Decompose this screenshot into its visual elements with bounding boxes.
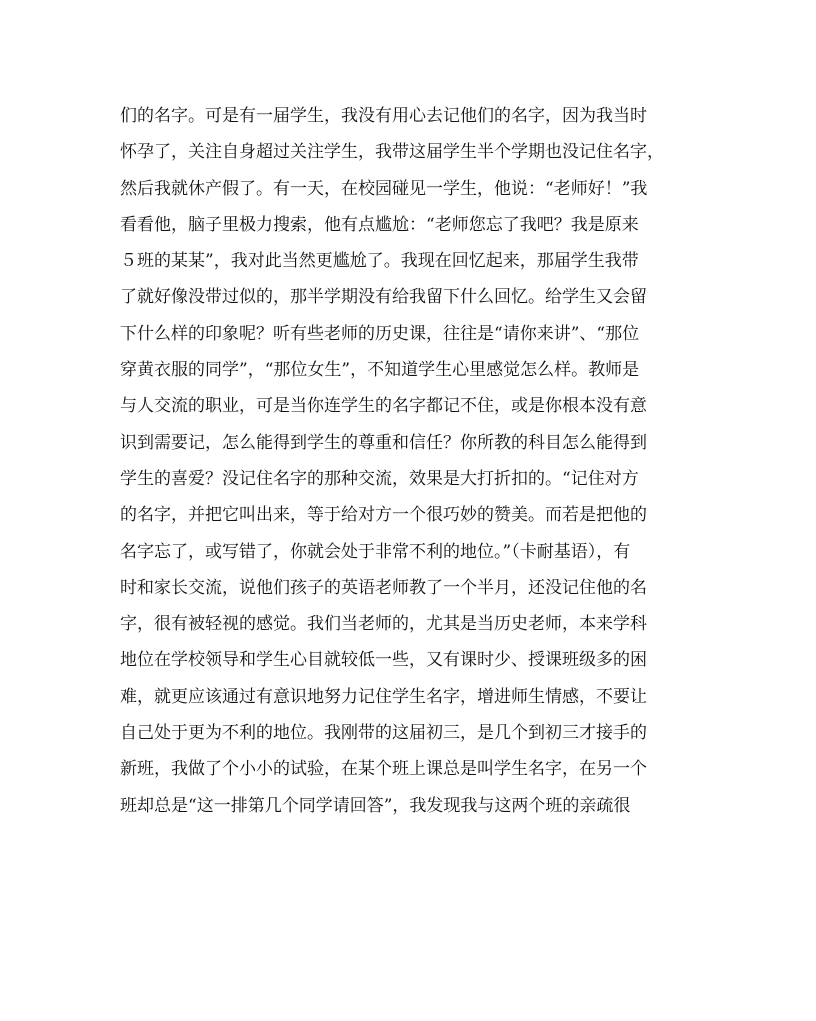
text-line: 时和家长交流，说他们孩子的英语老师教了一个半月，还没记住他的名 [120, 577, 647, 598]
text-line: 然后我就休产假了。有一天，在校园碰见一学生，他说：“老师好！”我 [120, 178, 648, 199]
text-line: 新班，我做了个小小的试验，在某个班上课总是叫学生名字，在另一个 [120, 759, 647, 780]
body-text [120, 98, 700, 824]
text-line: 怀孕了，关注自身超过关注学生，我带这届学生半个学期也没记住名字， [120, 142, 664, 163]
text-line: 名字忘了，或写错了，你就会处于非常不利的地位。”（卡耐基语），有 [120, 541, 631, 562]
text-line: 地位在学校领导和学生心目就较低一些，又有课时少、授课班级多的困 [120, 650, 647, 671]
text-line: 与人交流的职业，可是当你连学生的名字都记不住，或是你根本没有意 [120, 396, 647, 417]
text-line: 自己处于更为不利的地位。我刚带的这届初三，是几个到初三才接手的 [120, 723, 647, 744]
text-line: 的名字，并把它叫出来，等于给对方一个很巧妙的赞美。而若是把他的 [120, 505, 647, 526]
text-line: 班却总是“这一排第几个同学请回答”，我发现我与这两个班的亲疏很 [120, 795, 631, 816]
text-line: 看看他，脑子里极力搜索，他有点尴尬：“老师您忘了我吧？我是原来 [120, 214, 639, 235]
text-line: 们的名字。可是有一届学生，我没有用心去记他们的名字，因为我当时 [120, 106, 647, 126]
text-line: 难，就更应该通过有意识地努力记住学生名字，增进师生情感，不要让 [120, 686, 647, 707]
text-line: 了就好像没带过似的，那半学期没有给我留下什么回忆。给学生又会留 [120, 287, 647, 308]
text-line: 字，很有被轻视的感觉。我们当老师的，尤其是当历史老师，本来学科 [120, 614, 647, 635]
text-line: 下什么样的印象呢？听有些老师的历史课，往往是“请你来讲”、“那位 [120, 323, 640, 344]
text-line: 穿黄衣服的同学”，“那位女生”，不知道学生心里感觉怎么样。教师是 [120, 360, 640, 381]
text-line: ５班的某某”，我对此当然更尴尬了。我现在回忆起来，那届学生我带 [120, 251, 639, 272]
text-line: 识到需要记，怎么能得到学生的尊重和信任？你所教的科目怎么能得到 [120, 432, 647, 453]
text-line: 学生的喜爱？没记住名字的那种交流，效果是大打折扣的。“记住对方 [120, 468, 639, 489]
